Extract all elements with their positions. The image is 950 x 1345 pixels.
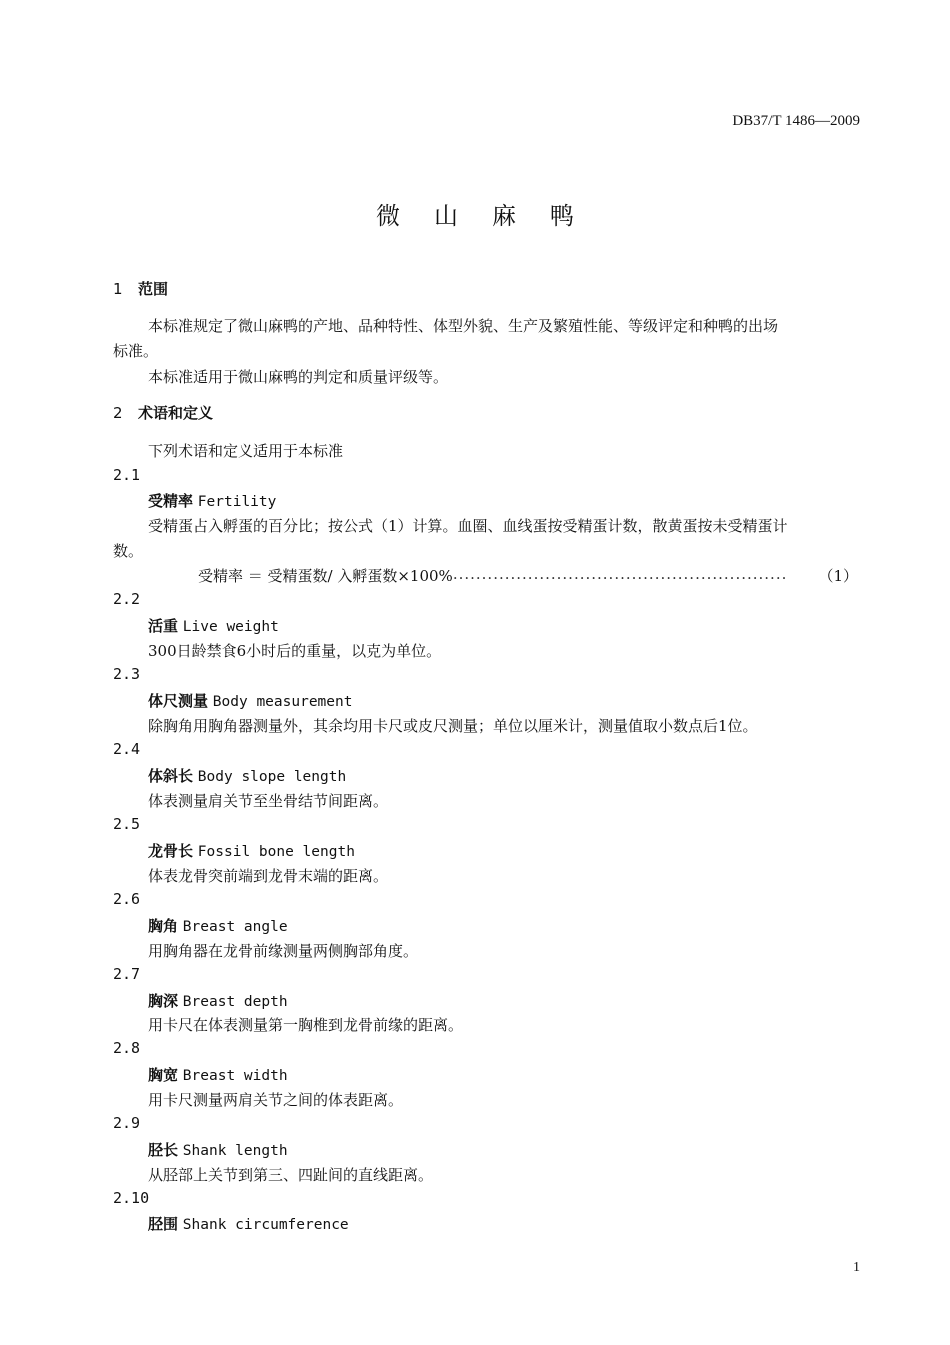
section-title: 范围	[138, 280, 169, 298]
term-zh: 龙骨长	[148, 842, 194, 860]
clause-number: 2.4	[113, 740, 141, 758]
paragraph-continuation: 标准。	[113, 342, 159, 360]
term-definition: 受精蛋占入孵蛋的百分比；按公式（1）计算。血圈、血线蛋按受精蛋计数，散黄蛋按未受精蛋计	[148, 517, 788, 535]
page-title: 微山麻鸭	[376, 202, 608, 230]
term-en: Live weight	[182, 619, 279, 635]
term-zh: 胸角	[148, 917, 179, 935]
clause-number: 2.9	[113, 1114, 141, 1132]
formula-text: 受精率 ＝ 受精蛋数/ 入孵蛋数×100%	[198, 567, 453, 585]
clause-number: 2.5	[113, 815, 141, 833]
section-number: 2	[113, 404, 123, 422]
term-title	[148, 615, 279, 636]
term-definition: 用卡尺在体表测量第一胸椎到龙骨前缘的距离。	[148, 1016, 464, 1034]
clause-number: 2.8	[113, 1039, 141, 1057]
section-number: 1	[113, 280, 123, 298]
term-zh: 活重	[148, 617, 179, 635]
clause-number: 2.2	[113, 590, 141, 608]
paragraph: 下列术语和定义适用于本标准	[148, 442, 344, 460]
formula-leader: ..........................................................	[452, 565, 788, 583]
term-zh: 胸深	[148, 992, 179, 1010]
term-zh: 体斜长	[148, 767, 194, 785]
term-zh: 胸宽	[148, 1066, 179, 1084]
term-definition-continuation: 数。	[113, 542, 144, 560]
term-title	[148, 1213, 349, 1234]
term-en: Breast angle	[182, 919, 288, 935]
term-definition: 用卡尺测量两肩关节之间的体表距离。	[148, 1091, 404, 1109]
section-1-heading	[113, 278, 168, 299]
term-en: Shank circumference	[182, 1217, 349, 1233]
term-definition: 除胸角用胸角器测量外，其余均用卡尺或皮尺测量；单位以厘米计，测量值取小数点后1位。	[148, 717, 758, 735]
section-2-heading	[113, 402, 213, 423]
term-en: Body slope length	[197, 769, 347, 785]
clause-number: 2.1	[113, 466, 141, 484]
term-en: Shank length	[182, 1143, 288, 1159]
term-en: Body measurement	[212, 694, 353, 710]
term-en: Breast depth	[182, 994, 288, 1010]
clause-number: 2.3	[113, 665, 141, 683]
term-definition: 体表龙骨突前端到龙骨末端的距离。	[148, 867, 389, 885]
term-title	[148, 840, 355, 861]
term-definition: 300日龄禁食6小时后的重量，以克为单位。	[148, 642, 442, 660]
paragraph: 本标准适用于微山麻鸭的判定和质量评级等。	[148, 368, 449, 386]
formula-ref: （1）	[818, 567, 858, 585]
term-zh: 胫围	[148, 1215, 179, 1233]
term-title	[148, 1139, 288, 1160]
term-en: Breast width	[182, 1068, 288, 1084]
clause-number: 2.10	[113, 1189, 150, 1207]
section-title: 术语和定义	[138, 404, 214, 422]
term-en: Fertility	[197, 494, 277, 510]
term-title	[148, 990, 288, 1011]
document-number: DB37/T 1486—2009	[732, 113, 860, 129]
page-number: 1	[853, 1260, 860, 1275]
formula	[198, 565, 858, 586]
term-title	[148, 765, 346, 786]
term-en: Fossil bone length	[197, 844, 355, 860]
term-title	[148, 690, 352, 711]
term-title	[148, 490, 276, 511]
term-zh: 体尺测量	[148, 692, 209, 710]
clause-number: 2.6	[113, 890, 141, 908]
term-zh: 胫长	[148, 1141, 179, 1159]
term-title	[148, 1064, 288, 1085]
term-definition: 从胫部上关节到第三、四趾间的直线距离。	[148, 1166, 434, 1184]
term-title	[148, 915, 288, 936]
term-definition: 体表测量肩关节至坐骨结节间距离。	[148, 792, 389, 810]
term-zh: 受精率	[148, 492, 194, 510]
clause-number: 2.7	[113, 965, 141, 983]
paragraph: 本标准规定了微山麻鸭的产地、品种特性、体型外貌、生产及繁殖性能、等级评定和种鸭的出场	[148, 317, 779, 335]
term-definition: 用胸角器在龙骨前缘测量两侧胸部角度。	[148, 942, 419, 960]
